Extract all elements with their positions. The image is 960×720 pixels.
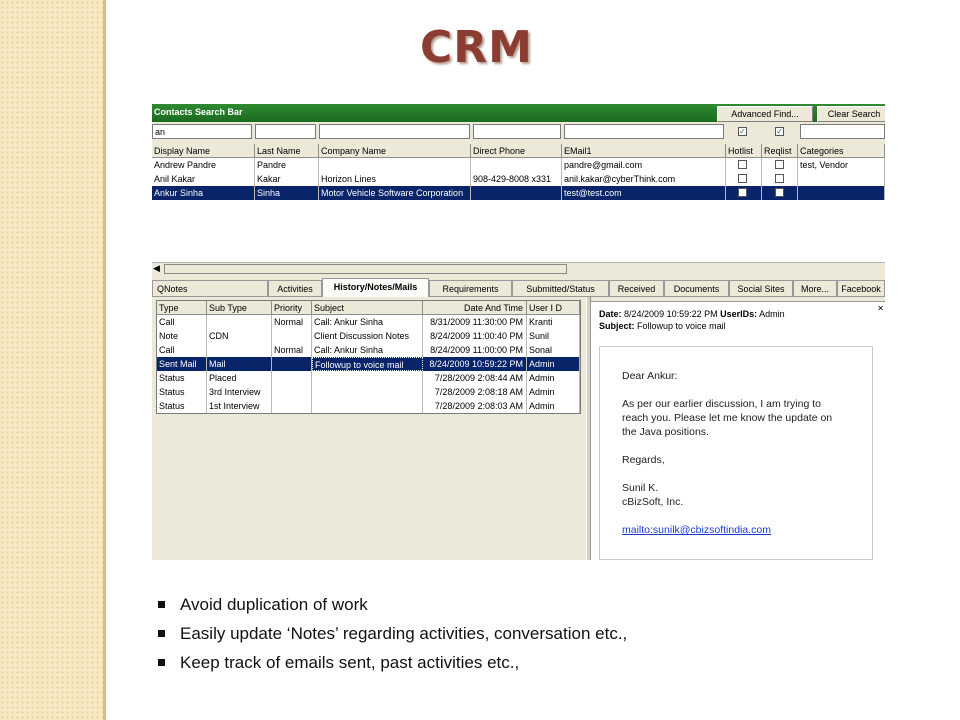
clear-search-button[interactable]: Clear Search (817, 106, 885, 122)
history-panel (152, 297, 885, 560)
subject-label: Subject: (599, 321, 635, 331)
history-sub-type (207, 315, 272, 329)
history-type: Sent Mail (157, 357, 207, 371)
history-user: Admin (527, 399, 580, 413)
history-datetime: 8/31/2009 11:30:00 PM (423, 315, 527, 329)
contact-reqlist-checkbox[interactable] (775, 160, 784, 169)
contact-categories (798, 172, 885, 186)
bullet-item: Avoid duplication of work (158, 590, 627, 619)
tab-qnotes[interactable]: QNotes (152, 280, 268, 296)
history-priority (272, 399, 312, 413)
history-subject (312, 385, 423, 399)
history-subject: Call: Ankur Sinha (312, 315, 423, 329)
contact-reqlist-cell (762, 186, 798, 200)
bullet-item: Keep track of emails sent, past activities etc., (158, 648, 627, 677)
contact-email: test@test.com (562, 186, 726, 200)
mail-body (622, 369, 837, 537)
history-row-selected[interactable] (157, 357, 580, 371)
history-grid (156, 300, 581, 414)
history-datetime: 7/28/2009 2:08:18 AM (423, 385, 527, 399)
history-sub-type: Mail (207, 357, 272, 371)
contact-email: pandre@gmail.com (562, 158, 726, 172)
scrollbar-thumb[interactable] (164, 264, 567, 274)
filter-phone-input[interactable] (473, 124, 561, 139)
history-type: Status (157, 371, 207, 385)
history-priority: Normal (272, 343, 312, 357)
contacts-grid (152, 144, 885, 262)
contact-row[interactable] (152, 158, 885, 172)
decorative-side-band (0, 0, 106, 720)
history-row[interactable] (157, 385, 580, 399)
contact-row-selected[interactable] (152, 186, 885, 200)
history-row[interactable] (157, 329, 580, 343)
history-priority: Normal (272, 315, 312, 329)
history-row[interactable] (157, 399, 580, 413)
contact-email: anil.kakar@cyberThink.com (562, 172, 726, 186)
close-icon[interactable]: ✕ (877, 304, 884, 313)
history-sub-type: Placed (207, 371, 272, 385)
history-user: Sunil (527, 329, 580, 343)
col-display-name[interactable]: Display Name (152, 144, 255, 158)
filter-categories-input[interactable] (800, 124, 885, 139)
history-user: Admin (527, 385, 580, 399)
history-subject (312, 399, 423, 413)
tab-received[interactable]: Received (609, 280, 664, 296)
userids-label: UserIDs: (720, 309, 758, 319)
col-company-name[interactable]: Company Name (319, 144, 471, 158)
history-subject: Call: Ankur Sinha (312, 343, 423, 357)
contact-reqlist-checkbox[interactable] (775, 174, 784, 183)
history-datetime: 7/28/2009 2:08:03 AM (423, 399, 527, 413)
tab-social-sites[interactable]: Social Sites (729, 280, 793, 296)
filter-hotlist-checkbox[interactable]: ✓ (739, 127, 746, 136)
history-user: Kranti (527, 315, 580, 329)
mail-body-box (599, 346, 873, 560)
history-row[interactable] (157, 371, 580, 385)
scroll-left-arrow-icon[interactable]: ◀ (153, 263, 160, 273)
history-subject (312, 371, 423, 385)
contacts-header-row (152, 144, 885, 158)
contact-phone (471, 186, 562, 200)
contact-display-name: Anil Kakar (152, 172, 255, 186)
col-sub-type[interactable]: Sub Type (207, 301, 272, 315)
history-sub-type: 3rd Interview (207, 385, 272, 399)
mail-signature-company: cBizSoft, Inc. (622, 496, 684, 508)
mail-body-text: As per our earlier discussion, I am trying to reach you. Please let me know the update on the Java positions. (622, 398, 833, 438)
history-row[interactable] (157, 315, 580, 329)
history-datetime: 8/24/2009 11:00:40 PM (423, 329, 527, 343)
filter-last-name-input[interactable] (255, 124, 316, 139)
bullet-list (158, 590, 627, 677)
contacts-search-bar (152, 104, 885, 122)
contact-company: Horizon Lines (319, 172, 471, 186)
tab-documents[interactable]: Documents (664, 280, 729, 296)
tab-facebook[interactable]: Facebook (837, 280, 885, 296)
history-type: Call (157, 343, 207, 357)
filter-company-input[interactable] (319, 124, 470, 139)
filter-row (152, 122, 885, 144)
search-bar-label: Contacts Search Bar (154, 107, 243, 117)
col-categories[interactable]: Categories (798, 144, 885, 158)
mail-header (599, 308, 785, 332)
contact-reqlist-cell (762, 158, 798, 172)
contact-reqlist-checkbox[interactable] (775, 188, 784, 197)
contact-phone (471, 158, 562, 172)
contact-hotlist-cell (726, 186, 762, 200)
contact-last-name: Kakar (255, 172, 319, 186)
slide-title: CRM (420, 22, 533, 73)
history-sub-type: 1st Interview (207, 399, 272, 413)
mailto-link[interactable]: mailto:sunilk@cbizsoftindia.com (622, 524, 771, 536)
subject-value: Followup to voice mail (637, 321, 726, 331)
history-type: Status (157, 399, 207, 413)
contact-last-name: Pandre (255, 158, 319, 172)
contact-row[interactable] (152, 172, 885, 186)
tab-more[interactable]: More... (793, 280, 837, 296)
col-last-name[interactable]: Last Name (255, 144, 319, 158)
col-subject[interactable]: Subject (312, 301, 423, 315)
col-type[interactable]: Type (157, 301, 207, 315)
history-priority (272, 357, 312, 371)
contact-hotlist-cell (726, 172, 762, 186)
contact-company: Motor Vehicle Software Corporation (319, 186, 471, 200)
history-type: Status (157, 385, 207, 399)
contact-hotlist-checkbox[interactable] (738, 174, 747, 183)
date-value: 8/24/2009 10:59:22 PM (624, 309, 718, 319)
filter-reqlist-checkbox[interactable]: ✓ (776, 127, 783, 136)
mail-greeting: Dear Ankur: (622, 370, 678, 382)
contacts-horizontal-scrollbar[interactable] (152, 262, 885, 275)
crm-window (152, 104, 885, 560)
tab-requirements[interactable]: Requirements (429, 280, 512, 296)
contact-company (319, 158, 471, 172)
contact-last-name: Sinha (255, 186, 319, 200)
contact-hotlist-checkbox[interactable] (738, 188, 747, 197)
filter-email-input[interactable] (564, 124, 724, 139)
history-datetime: 8/24/2009 11:00:00 PM (423, 343, 527, 357)
history-header-row (157, 301, 580, 315)
detail-tabs (152, 278, 885, 297)
history-type: Note (157, 329, 207, 343)
contact-hotlist-checkbox[interactable] (738, 160, 747, 169)
history-priority (272, 371, 312, 385)
history-user: Admin (527, 357, 580, 371)
contact-hotlist-cell (726, 158, 762, 172)
col-priority[interactable]: Priority (272, 301, 312, 315)
history-priority (272, 385, 312, 399)
history-priority (272, 329, 312, 343)
advanced-find-button[interactable]: Advanced Find... (717, 106, 813, 122)
history-type: Call (157, 315, 207, 329)
tab-history-notes-mails[interactable]: History/Notes/Mails (322, 278, 429, 297)
col-email1[interactable]: EMail1 (562, 144, 726, 158)
contact-reqlist-cell (762, 172, 798, 186)
history-datetime: 8/24/2009 10:59:22 PM (423, 357, 527, 371)
contact-categories: test, Vendor (798, 158, 885, 172)
contact-phone: 908-429-8008 x331 (471, 172, 562, 186)
history-sub-type (207, 343, 272, 357)
mail-preview-pane (590, 301, 885, 560)
history-row[interactable] (157, 343, 580, 357)
mail-signature-name: Sunil K. (622, 482, 659, 494)
history-subject: Followup to voice mail (312, 357, 423, 371)
filter-display-name-input[interactable]: an (152, 124, 252, 139)
col-user-id[interactable]: User I D (527, 301, 580, 315)
tab-activities[interactable]: Activities (268, 280, 322, 296)
contact-display-name: Andrew Pandre (152, 158, 255, 172)
history-sub-type: CDN (207, 329, 272, 343)
tab-submitted-status[interactable]: Submitted/Status (512, 280, 609, 296)
contact-categories (798, 186, 885, 200)
history-user: Admin (527, 371, 580, 385)
col-direct-phone[interactable]: Direct Phone (471, 144, 562, 158)
col-hotlist[interactable]: Hotlist (726, 144, 762, 158)
col-reqlist[interactable]: Reqlist (762, 144, 798, 158)
col-date-and-time[interactable]: Date And Time (423, 301, 527, 315)
mail-closing: Regards, (622, 454, 665, 466)
history-datetime: 7/28/2009 2:08:44 AM (423, 371, 527, 385)
history-user: Sonal (527, 343, 580, 357)
userids-value: Admin (759, 309, 785, 319)
contact-display-name: Ankur Sinha (152, 186, 255, 200)
history-subject: Client Discussion Notes (312, 329, 423, 343)
date-label: Date: (599, 309, 622, 319)
bullet-item: Easily update ‘Notes’ regarding activities, conversation etc., (158, 619, 627, 648)
